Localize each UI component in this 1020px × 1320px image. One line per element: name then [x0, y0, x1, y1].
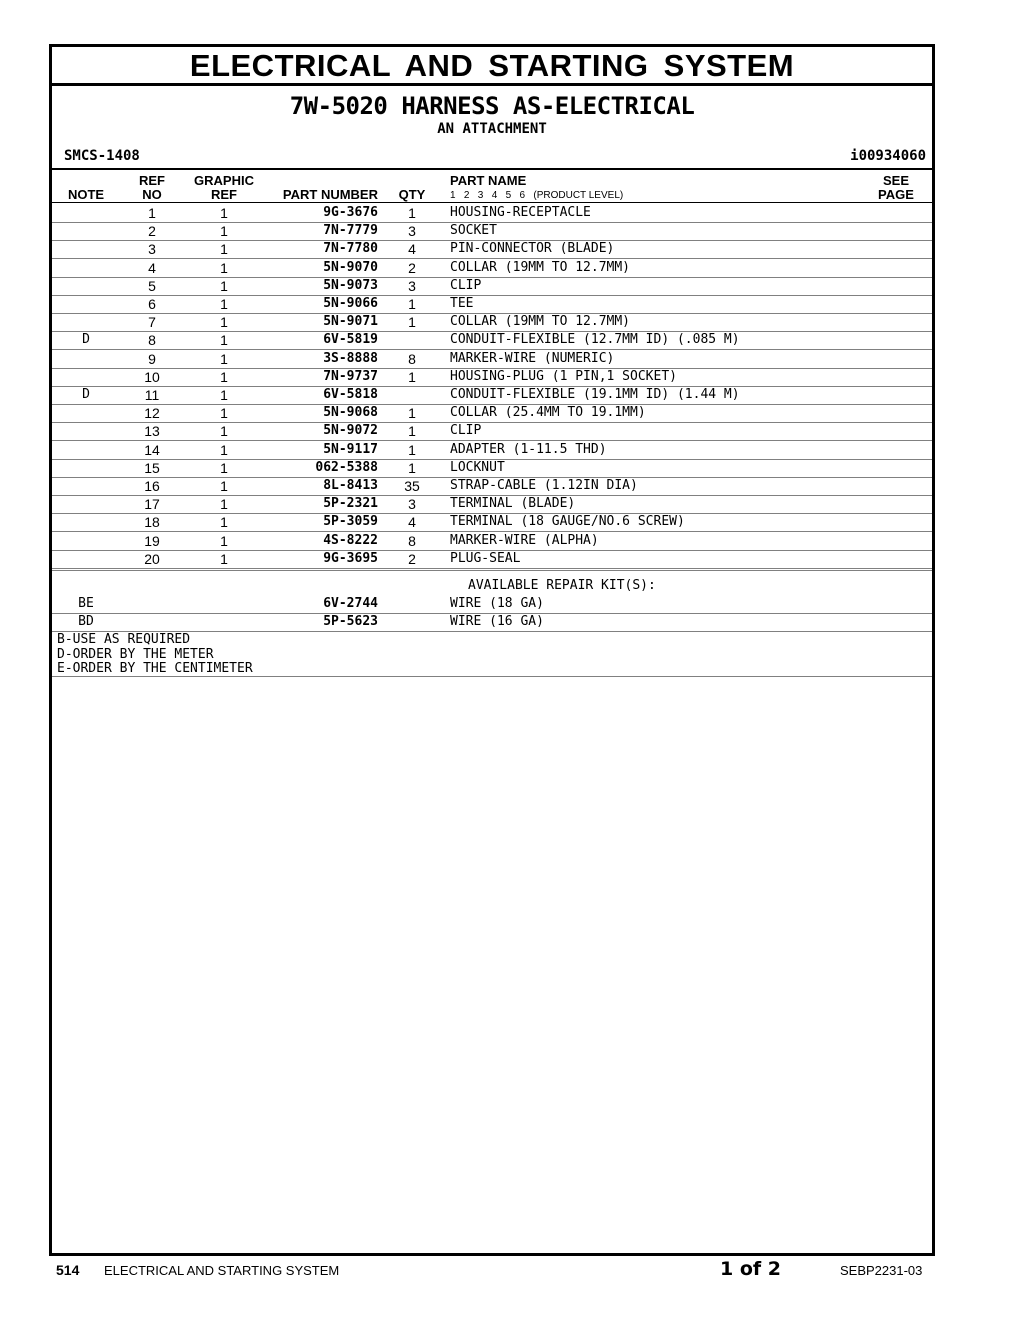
cell-graphic-ref: 1 — [220, 459, 228, 476]
cell-part-number: 5N-9071 — [323, 314, 378, 330]
cell-part-number: 5N-9073 — [323, 277, 378, 293]
cell-part-number: 5N-9117 — [323, 441, 378, 457]
cell-qty: 1 — [408, 368, 416, 385]
cell-qty: 8 — [408, 350, 416, 367]
cell-part-name: WIRE (16 GA) — [450, 614, 544, 629]
table-row — [52, 495, 932, 514]
cell-qty: 1 — [408, 441, 416, 458]
footnotes-divider — [52, 676, 932, 677]
header-divider — [52, 168, 932, 170]
cell-graphic-ref: 1 — [220, 350, 228, 367]
cell-qty: 1 — [408, 405, 416, 422]
column-header-qty: QTY — [398, 187, 426, 202]
column-header-graphic-ref-line1: GRAPHIC — [194, 173, 254, 188]
footer-document-id: SEBP2231-03 — [840, 1263, 923, 1278]
cell-graphic-ref: 1 — [220, 277, 228, 294]
cell-graphic-ref: 1 — [220, 441, 228, 458]
footnotes — [57, 633, 253, 677]
cell-note — [66, 313, 106, 331]
cell-ref-no: 14 — [144, 441, 160, 458]
cell-graphic-ref: 1 — [220, 550, 228, 567]
column-header-note: NOTE — [67, 187, 105, 202]
footnote: E-ORDER BY THE CENTIMETER — [57, 661, 253, 676]
cell-note — [66, 459, 106, 477]
footer-page-count: 1 of 2 — [720, 1258, 781, 1280]
column-header-see-page-line1: SEE — [882, 173, 909, 188]
smcs-code: SMCS-1408 — [64, 148, 140, 164]
cell-graphic-ref: 1 — [220, 405, 228, 422]
cell-part-number: 5P-5623 — [323, 614, 378, 629]
cell-part-number: 9G-3695 — [323, 550, 378, 566]
cell-graphic-ref: 1 — [220, 314, 228, 331]
cell-part-name: CLIP — [450, 423, 482, 439]
column-header-part-number: PART NUMBER — [282, 187, 378, 202]
cell-part-name: WIRE (18 GA) — [450, 596, 544, 611]
cell-note — [66, 441, 106, 459]
cell-ref-no: 20 — [144, 550, 160, 567]
cell-qty: 3 — [408, 496, 416, 513]
cell-part-name: CLIP — [450, 277, 482, 293]
cell-note: BD — [78, 614, 94, 629]
cell-graphic-ref: 1 — [220, 387, 228, 403]
cell-note — [66, 513, 106, 531]
cell-graphic-ref: 1 — [220, 496, 228, 513]
cell-part-name: TERMINAL (BLADE) — [450, 496, 576, 512]
cell-note — [66, 368, 106, 386]
table-row — [52, 259, 932, 278]
cell-ref-no: 17 — [144, 496, 160, 513]
cell-qty: 3 — [408, 277, 416, 294]
table-row — [52, 350, 932, 369]
cell-ref-no: 9 — [148, 350, 156, 367]
cell-ref-no: 4 — [148, 259, 156, 276]
table-row — [52, 222, 932, 241]
table-row — [52, 532, 932, 551]
cell-graphic-ref: 1 — [220, 223, 228, 240]
table-row — [52, 368, 932, 387]
table-row — [52, 550, 932, 569]
cell-qty: 1 — [408, 296, 416, 312]
cell-part-name: SOCKET — [450, 223, 497, 239]
table-row — [52, 441, 932, 460]
cell-graphic-ref: 1 — [220, 532, 228, 549]
cell-part-name: TERMINAL (18 GAUGE/NO.6 SCREW) — [450, 514, 685, 530]
cell-ref-no: 8 — [148, 332, 156, 349]
cell-ref-no: 18 — [144, 514, 160, 531]
column-header-see-page-line2: PAGE — [878, 187, 914, 202]
column-header-divider — [52, 202, 932, 203]
cell-note — [66, 404, 106, 422]
cell-note — [66, 222, 106, 240]
table-row — [52, 477, 932, 496]
table-row — [52, 204, 932, 223]
cell-note — [66, 422, 106, 440]
cell-graphic-ref: 1 — [220, 478, 228, 494]
cell-qty: 2 — [408, 550, 416, 567]
cell-ref-no: 2 — [148, 223, 156, 240]
footer-section-title: ELECTRICAL AND STARTING SYSTEM — [104, 1263, 340, 1278]
cell-part-number: 6V-2744 — [323, 596, 378, 611]
table-row — [52, 331, 932, 350]
cell-part-name: HOUSING-PLUG (1 PIN,1 SOCKET) — [450, 368, 677, 384]
cell-part-name: MARKER-WIRE (NUMERIC) — [450, 350, 615, 366]
repair-kit-row — [52, 595, 932, 614]
page-title: ELECTRICAL AND STARTING SYSTEM — [52, 47, 932, 86]
table-row — [52, 313, 932, 332]
cell-part-number: 7N-9737 — [323, 368, 378, 384]
cell-note — [66, 550, 106, 568]
cell-part-number: 5P-2321 — [323, 496, 378, 512]
cell-part-number: 5P-3059 — [323, 514, 378, 530]
repair-kits-title: AVAILABLE REPAIR KIT(S): — [468, 578, 656, 593]
repair-kit-row — [52, 613, 932, 632]
cell-ref-no: 5 — [148, 277, 156, 294]
cell-ref-no: 19 — [144, 532, 160, 549]
cell-part-number: 062-5388 — [315, 459, 378, 475]
cell-qty: 1 — [408, 314, 416, 331]
cell-part-number: 5N-9068 — [323, 405, 378, 421]
cell-note — [66, 240, 106, 258]
cell-note — [66, 295, 106, 313]
cell-part-number: 5N-9072 — [323, 423, 378, 439]
cell-qty: 1 — [408, 205, 416, 221]
column-header-part-name: PART NAME — [450, 173, 527, 188]
cell-part-name: LOCKNUT — [450, 459, 505, 475]
cell-ref-no: 7 — [148, 314, 156, 331]
cell-part-number: 7N-7780 — [323, 241, 378, 257]
cell-part-name: PLUG-SEAL — [450, 550, 521, 566]
page-frame — [49, 44, 935, 1256]
cell-graphic-ref: 1 — [220, 259, 228, 276]
cell-note — [66, 259, 106, 277]
cell-qty: 1 — [408, 459, 416, 476]
cell-part-name: STRAP-CABLE (1.12IN DIA) — [450, 478, 638, 493]
cell-note — [66, 495, 106, 513]
cell-part-name: CONDUIT-FLEXIBLE (19.1MM ID) (1.44 M) — [450, 387, 740, 402]
cell-note — [66, 350, 106, 368]
cell-part-name: PIN-CONNECTOR (BLADE) — [450, 241, 615, 257]
table-row — [52, 386, 932, 405]
cell-note — [66, 477, 106, 495]
assembly-title: 7W-5020 HARNESS AS-ELECTRICAL — [289, 92, 695, 120]
cell-note: D — [82, 332, 90, 348]
table-row — [52, 240, 932, 259]
cell-qty: 4 — [408, 241, 416, 258]
cell-graphic-ref: 1 — [220, 296, 228, 312]
cell-part-name: CONDUIT-FLEXIBLE (12.7MM ID) (.085 M) — [450, 332, 740, 348]
cell-graphic-ref: 1 — [220, 368, 228, 385]
cell-graphic-ref: 1 — [220, 514, 228, 531]
illustration-id: i00934060 — [850, 148, 926, 164]
cell-part-number: 6V-5818 — [323, 387, 378, 402]
cell-note: D — [82, 387, 90, 402]
cell-part-number: 9G-3676 — [323, 205, 378, 220]
cell-graphic-ref: 1 — [220, 423, 228, 440]
footnote: D-ORDER BY THE METER — [57, 646, 214, 662]
cell-part-number: 7N-7779 — [323, 223, 378, 239]
product-level-labels: 1 2 3 4 5 6 (PRODUCT LEVEL) — [450, 190, 624, 201]
cell-part-number: 4S-8222 — [323, 532, 378, 548]
table-row — [52, 295, 932, 314]
cell-qty: 4 — [408, 514, 416, 531]
cell-part-name: COLLAR (19MM TO 12.7MM) — [450, 259, 631, 275]
table-row — [52, 277, 932, 296]
cell-qty: 1 — [408, 423, 416, 440]
column-header-graphic-ref-line2: REF — [211, 187, 237, 202]
cell-part-number: 5N-9066 — [323, 296, 378, 311]
footnote: B-USE AS REQUIRED — [57, 632, 191, 647]
cell-graphic-ref: 1 — [220, 332, 228, 349]
cell-ref-no: 15 — [144, 459, 160, 476]
cell-part-number: 5N-9070 — [323, 259, 378, 275]
cell-part-number: 8L-8413 — [323, 478, 378, 493]
cell-qty: 35 — [404, 478, 420, 494]
table-row — [52, 404, 932, 423]
cell-part-number: 6V-5819 — [323, 332, 378, 348]
cell-part-name: TEE — [450, 296, 474, 311]
cell-qty — [392, 386, 432, 404]
column-header-ref-no-line1: REF — [139, 173, 165, 188]
cell-ref-no: 13 — [144, 423, 160, 440]
cell-part-name: COLLAR (25.4MM TO 19.1MM) — [450, 405, 646, 421]
cell-ref-no: 12 — [144, 405, 160, 422]
cell-qty — [392, 331, 432, 349]
footer-page-number: 514 — [56, 1262, 80, 1278]
column-header-ref-no-line2: NO — [142, 187, 162, 202]
cell-graphic-ref: 1 — [220, 205, 228, 221]
cell-qty: 2 — [408, 259, 416, 276]
cell-part-number: 3S-8888 — [323, 350, 378, 366]
cell-ref-no: 16 — [144, 478, 160, 494]
cell-part-name: MARKER-WIRE (ALPHA) — [450, 532, 599, 548]
cell-note — [66, 532, 106, 550]
assembly-subtitle: AN ATTACHMENT — [437, 121, 547, 137]
table-row — [52, 459, 932, 478]
cell-note — [66, 204, 106, 222]
cell-note — [66, 277, 106, 295]
cell-graphic-ref: 1 — [220, 241, 228, 258]
cell-part-name: COLLAR (19MM TO 12.7MM) — [450, 314, 631, 330]
cell-ref-no: 6 — [148, 296, 156, 312]
cell-ref-no: 3 — [148, 241, 156, 258]
cell-ref-no: 1 — [148, 205, 156, 221]
cell-ref-no: 10 — [144, 368, 160, 385]
cell-ref-no: 11 — [144, 387, 160, 403]
cell-qty: 3 — [408, 223, 416, 240]
table-row — [52, 513, 932, 532]
table-row — [52, 422, 932, 441]
cell-qty: 8 — [408, 532, 416, 549]
parts-end-divider — [52, 570, 932, 571]
cell-note: BE — [78, 596, 94, 611]
cell-part-name: ADAPTER (1-11.5 THD) — [450, 441, 607, 457]
cell-part-name: HOUSING-RECEPTACLE — [450, 205, 591, 220]
